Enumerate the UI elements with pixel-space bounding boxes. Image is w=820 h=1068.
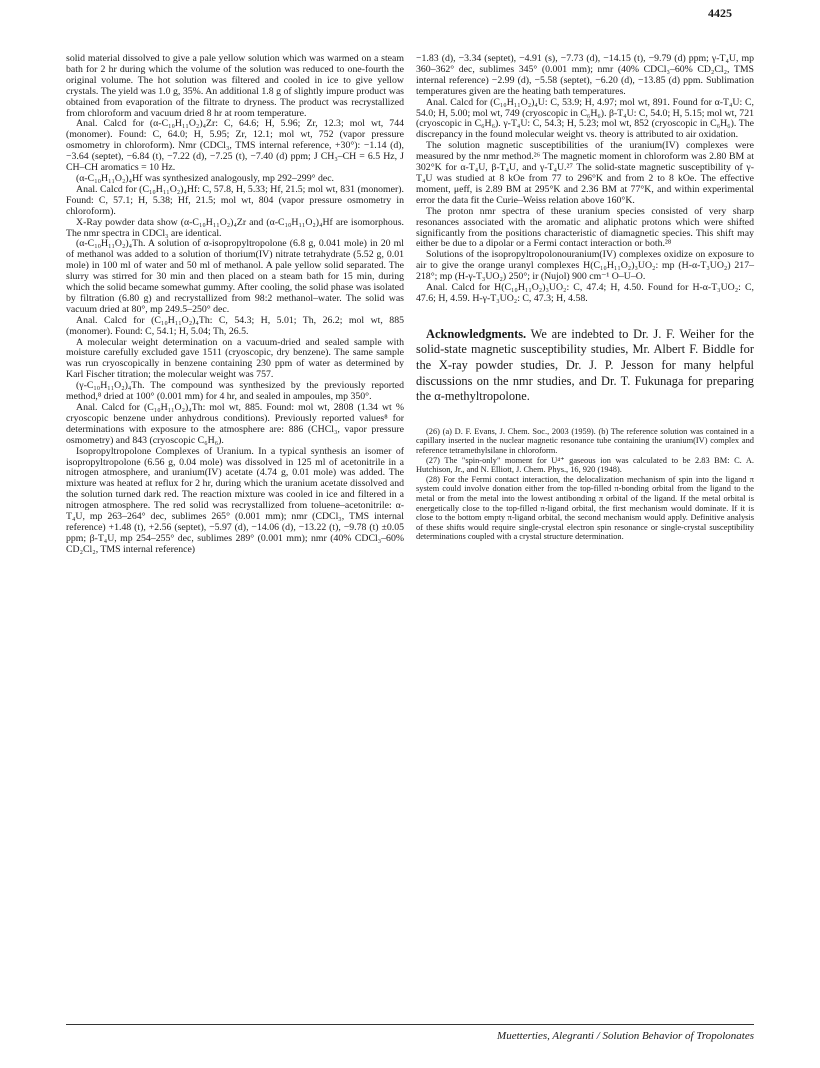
reference-item: (28) For the Fermi contact interaction, the delocalization mechanism of spin into the ligand π system could involve donation either from the top-filled π-bonding orbital from the ligand to the metal or from the metal into the lowest antibonding π orbital of the ligand. If the metal orbital is energetically close to the top-filled π-ligand orbital, the first mechanism would dominate. If it is close to the bottom empty π-ligand orbital, the second mechanism would apply. Definitive analysis of these shifts would require single-crystal electron spin resonance or single-crystal susceptibility determinations coupled with a crystal structure determination. (416, 474, 754, 542)
paragraph: The solution magnetic susceptibilities of the uranium(IV) complexes were measured by the nmr method.²⁶ The magnetic moment in chloroform was 2.80 BM at 302°K for α-T₄U, β-T₄U, and γ-T₄U.²⁷ The solid-state magnetic susceptibility of γ-T₄U was studied at 8 kOe from 77 to 296°K and from 2 to 8 kOe. The effective moment, μeff, is 2.89 BM at 295°K and 2.36 BM at 77°K, and within experimental error the data fit the Curie–Weiss relation above 160°K. (416, 140, 754, 206)
paragraph: Isopropyltropolone Complexes of Uranium. In a typical synthesis an isomer of isopropyltropolone (6.56 g, 0.04 mole) was dissolved in 125 ml of acetonitrile in a nitrogen atmosphere, and uranium(IV) acetate (4.74 g, 0.01 mole) was added. The mixture was heated at reflux for 2 hr, during which the uranium acetate dissolved and the solution turned dark red. The reaction mixture was cooled in ice and filtered in a nitrogen atmosphere. The red solid was recrystallized from toluene–acetonitrile: α-T₄U, mp 263–264° dec, sublimes 265° (0.001 mm); nmr (CDCl₃, TMS internal reference) +1.48 (t), +2.56 (septet), −5.97 (d), −14.06 (d), −13.22 (t), −9.78 (t) ±0.05 ppm; β-T₄U, mp 254–255° dec, sublimes 289° (0.001 mm); nmr (40% CDCl₃–60% CD₂Cl₂, TMS internal reference) (66, 445, 404, 555)
acknowledgments (416, 327, 754, 405)
left-column (66, 54, 404, 556)
paragraph: Anal. Calcd for H(C₁₀H₁₁O₂)₃UO₂: C, 47.4; H, 4.50. Found for H-α-T₃UO₂: C, 47.6; H, 4.59. H-γ-T₃UO₂: C, 47.3; H, 4.58. (416, 282, 754, 304)
paragraph: solid material dissolved to give a pale yellow solution which was warmed on a steam bath for 2 hr during which the volume of the solution was reduced to one-fourth the original volume. The hot solution was filtered and cooled in ice to give yellow crystals. The yield was 1.0 g, 35%. An additional 1.8 g of slightly impure product was obtained from evaporation of the filtrate to dryness. The product was recrystallized from chloroform and vacuum dried 8 hr at room temperature. (66, 53, 404, 119)
reference-item: (26) (a) D. F. Evans, J. Chem. Soc., 2003 (1959). (b) The reference solution was contained in a capillary inserted in the nuclear magnetic resonance tube containing the uranium(IV) complex and reference tetramethylsilane in chloroform. (416, 426, 754, 455)
acknowledgments-text: We are indebted to Dr. J. F. Weiher for the solid-state magnetic susceptibility studies, Mr. Albert F. Biddle for the X-ray powder studies, Dr. J. P. Jesson for many helpful discussions on the nmr studies, and Dr. T. Fukunaga for preparing the α-methyltropolone. (416, 326, 754, 404)
paragraph: Solutions of the isopropyltropolonouranium(IV) complexes oxidize on exposure to air to give the orange uranyl complexes H(C₁₀H₁₁O₂)₃UO₂: mp (H-α-T₃UO₂) 217–218°; mp (H-γ-T₃UO₂) 250°; ir (Nujol) 900 cm⁻¹ O–U–O. (416, 249, 754, 283)
reference-item: (27) The "spin-only" moment for U⁴⁺ gaseous ion was calculated to be 2.83 BM: C. A. Hutchison, Jr., and N. Elliott, J. Chem. Phys., 16, 920 (1948). (416, 455, 754, 475)
paragraph: Anal. Calcd for (C₁₀H₁₁O₂)₄Hf: C, 57.8, H, 5.33; Hf, 21.5; mol wt, 831 (monomer). Found: C, 57.1; H, 5.38; Hf, 21.5; mol wt, 804 (vapor pressure osmometry in chloroform). (66, 183, 404, 217)
paragraph: −1.83 (d), −3.34 (septet), −4.91 (s), −7.73 (d), −14.15 (t), −9.79 (d) ppm; γ-T₄U, mp 360–362° dec, sublimes 345° (0.001 mm); nmr (40% CDCl₃–60% CD₂Cl₂, TMS internal reference) −2.99 (d), −5.58 (septet), −6.20 (d), −13.85 (d) ppm. Sublimation temperatures given are the heating bath temperatures. (416, 53, 754, 97)
paragraph: Anal. Calcd for (α-C₁₀H₁₁O₂)₄Zr: C, 64.6; H, 5.96; Zr, 12.3; mol wt, 744 (monomer). Found: C, 64.0; H, 5.95; Zr, 12.1; mol wt, 752 (vapor pressure osmometry in chloroform). Nmr (CDCl₃, TMS internal reference, +30°): −1.14 (d), −3.64 (septet), −6.84 (t), −7.22 (d), −7.25 (t), −7.40 (d) ppm; J CH₃–CH = 6.5 Hz, J CH–CH aromatics = 10 Hz. (66, 118, 404, 174)
paragraph: Anal. Calcd for (C₁₀H₁₁O₂)₄Th: C, 54.3; H, 5.01; Th, 26.2; mol wt, 885 (monomer). Found: C, 54.1; H, 5.04; Th, 26.5. (66, 314, 404, 337)
paragraph: A molecular weight determination on a vacuum-dried and sealed sample with moisture carefully excluded gave 1511 (cryoscopic, dry benzene). The same sample was run cryoscopically in benzene containing 230 ppm of water as determined by Karl Fischer titration; the molecular weight was 757. (66, 336, 404, 381)
paragraph: Anal. Calcd for (C₁₀H₁₁O₂)₄U: C, 53.9; H, 4.97; mol wt, 891. Found for α-T₄U: C, 54.0; H, 5.00; mol wt, 749 (cryoscopic in C₆H₆). β-T₄U: C, 54.0; H, 5.15; mol wt, 721 (cryoscopic in C₆H₆). γ-T₄U: C, 54.3; H, 5.23; mol wt, 852 (cryoscopic in C₆H₆). The discrepancy in the found molecular weight vs. theory is attributed to air oxidation. (416, 96, 754, 141)
running-footer: Muetterties, Alegranti / Solution Behavior of Tropolonates (497, 1030, 754, 1042)
paragraph: Anal. Calcd for (C₁₀H₁₁O₂)₄Th: mol wt, 885. Found: mol wt, 2808 (1.34 wt % cryoscopic benzene under anhydrous conditions). Previously reported values⁸ for determinations with exposure to the atmosphere are: 886 (CHCl₃, vapor pressure osmometry) and 843 (cryoscopic C₆H₆). (66, 402, 404, 446)
paragraph: (γ-C₁₀H₁₁O₂)₄Th. The compound was synthesized by the previously reported method,⁸ dried at 100° (0.001 mm) for 4 hr, and sealed in ampoules, mp 350°. (66, 380, 404, 403)
acknowledgments-heading: Acknowledgments. (426, 326, 527, 341)
paragraph: X-Ray powder data show (α-C₁₀H₁₁O₂)₄Zr and (α-C₁₀H₁₁O₂)₄Hf are isomorphous. The nmr spectra in CDCl₃ are identical. (66, 216, 404, 239)
footer-rule (66, 1024, 754, 1025)
references (416, 427, 754, 542)
page-number: 4425 (708, 6, 732, 20)
paragraph: The proton nmr spectra of these uranium species consisted of very sharp resonances associated with the aromatic and aliphatic protons which were shifted significantly from the positions characteristic of diamagnetic species. This shift may either be due to a dipolar or a Fermi contact interaction or both.²⁸ (416, 205, 754, 250)
right-column (416, 54, 754, 542)
paragraph: (α-C₁₀H₁₁O₂)₄Hf was synthesized analogously, mp 292–299° dec. (76, 172, 335, 184)
paragraph: (α-C₁₀H₁₁O₂)₄Th. A solution of α-isopropyltropolone (6.8 g, 0.041 mole) in 20 ml of methanol was added to a solution of thorium(IV) nitrate tetrahydrate (5.52 g, 0.01 mole) in 100 ml of water and 50 ml of methanol. A pale yellow solid separated. The slurry was stirred for 30 min and then placed on a steam bath for 15 min, during which the solid became somewhat gummy. After cooling, the solid phase was isolated by filtration (6.80 g) and recrystallized from 98:2 methanol–water. The solid was vacuum dried at 80°, mp 249.5–250° dec. (66, 238, 404, 315)
